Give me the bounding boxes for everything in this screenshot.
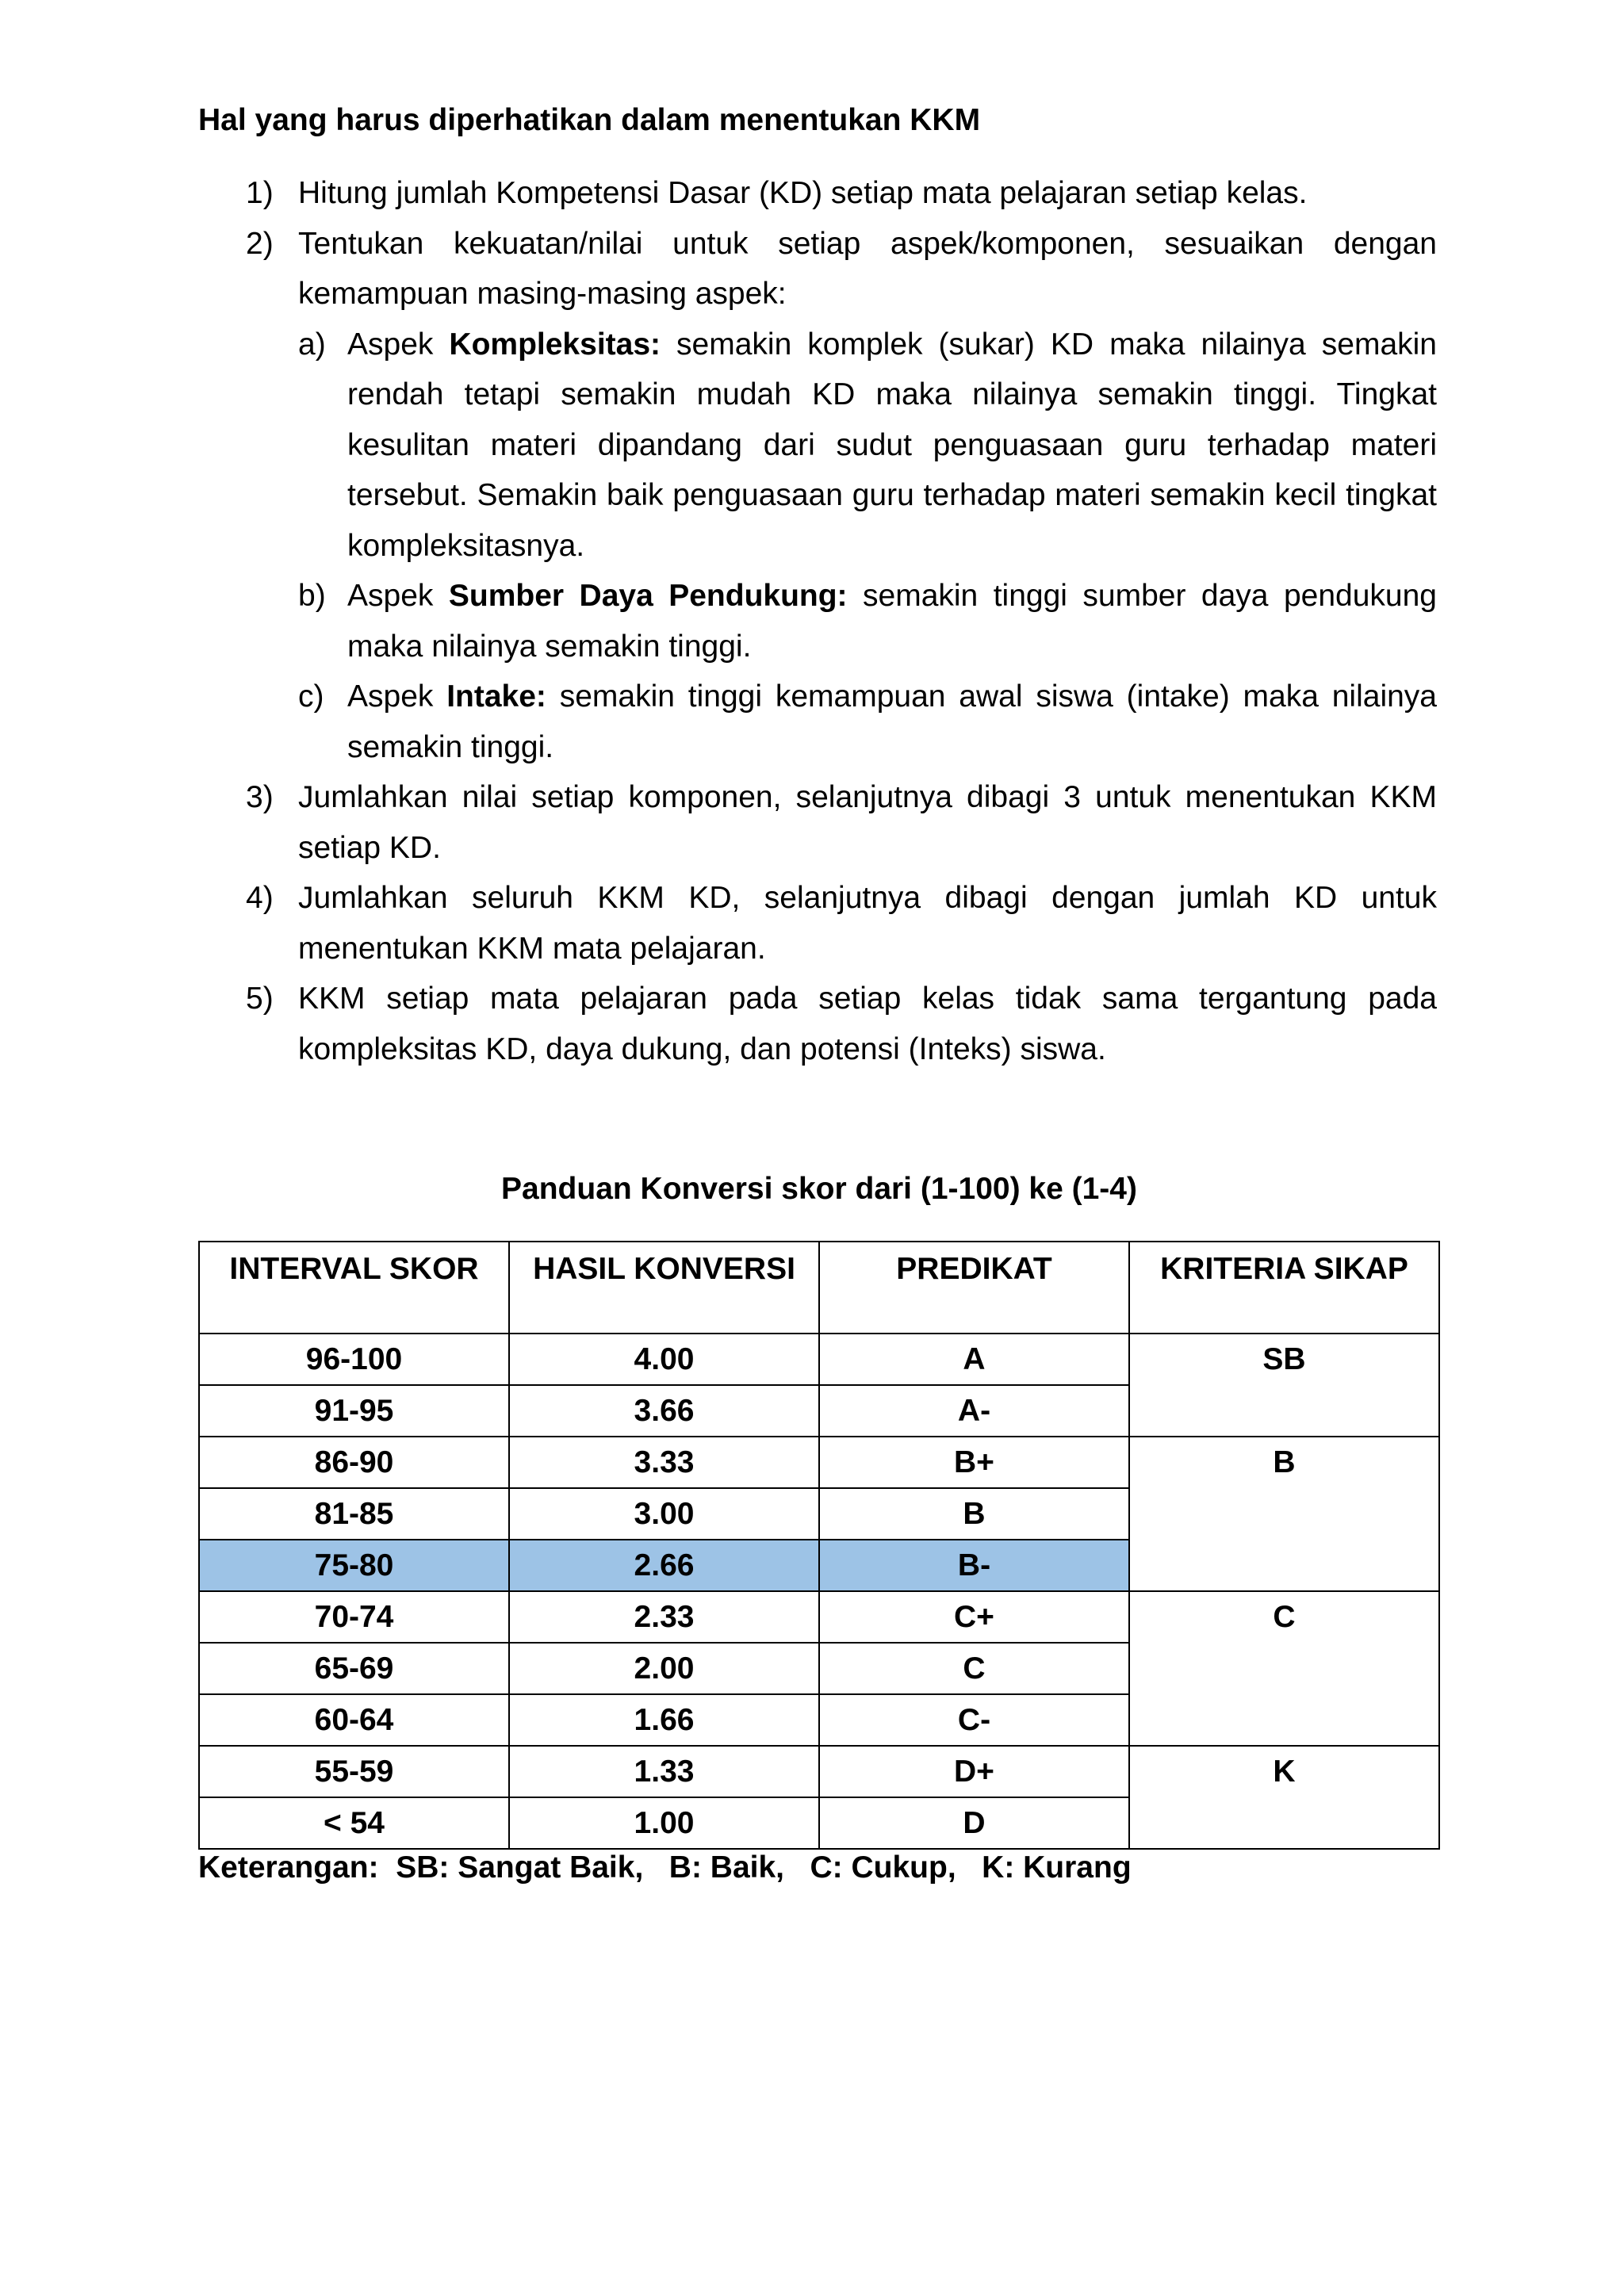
sub-item-letter: c) (298, 679, 324, 714)
konversi-cell: 2.00 (509, 1643, 819, 1694)
step-item (198, 873, 1437, 974)
table-row (199, 1334, 1439, 1385)
sub-item-text: semakin tinggi kemampuan awal siswa (intake) maka nilainya semakin tinggi. (347, 679, 1437, 764)
header-hasil-konversi: HASIL KONVERSI (509, 1242, 819, 1334)
interval-cell: 96-100 (199, 1334, 509, 1385)
sub-item-prefix: Aspek (347, 327, 450, 362)
predikat-cell: A (819, 1334, 1129, 1385)
interval-cell: 75-80 (199, 1540, 509, 1591)
steps-list (198, 168, 1437, 1074)
konversi-cell: 1.33 (509, 1746, 819, 1797)
sub-item-term: Kompleksitas: (449, 327, 661, 362)
table-row (199, 1591, 1439, 1643)
table-legend-note: Keterangan: SB: Sangat Baik, B: Baik, C: Cukup, K: Kurang (198, 1850, 1132, 1885)
interval-cell: 86-90 (199, 1437, 509, 1488)
sub-item-text: semakin tinggi sumber daya pendukung maka nilainya semakin tinggi. (347, 579, 1437, 664)
konversi-cell: 3.33 (509, 1437, 819, 1488)
sub-item (198, 571, 1437, 672)
interval-cell: 55-59 (199, 1746, 509, 1797)
predikat-cell: C- (819, 1694, 1129, 1746)
kriteria-cell: K (1129, 1746, 1439, 1849)
interval-cell: 60-64 (199, 1694, 509, 1746)
table-title: Panduan Konversi skor dari (1-100) ke (1-4) (501, 1172, 1137, 1206)
table-header-row (199, 1242, 1439, 1334)
konversi-cell: 2.33 (509, 1591, 819, 1643)
konversi-cell: 1.00 (509, 1797, 819, 1849)
sub-item-letter: b) (298, 579, 326, 613)
table-row (199, 1746, 1439, 1797)
step-number: 4) (246, 881, 274, 915)
step-item (198, 974, 1437, 1074)
header-interval-skor: INTERVAL SKOR (199, 1242, 509, 1334)
table-row (199, 1437, 1439, 1488)
conversion-table (198, 1241, 1440, 1850)
predikat-cell: C (819, 1643, 1129, 1694)
step-item (198, 772, 1437, 873)
step-text: Hitung jumlah Kompetensi Dasar (KD) setiap mata pelajaran setiap kelas. (298, 176, 1308, 210)
konversi-cell: 4.00 (509, 1334, 819, 1385)
predikat-cell: D (819, 1797, 1129, 1849)
predikat-cell: B+ (819, 1437, 1129, 1488)
header-predikat: PREDIKAT (819, 1242, 1129, 1334)
interval-cell: 70-74 (199, 1591, 509, 1643)
step-number: 5) (246, 982, 274, 1016)
predikat-cell: C+ (819, 1591, 1129, 1643)
step-text: Jumlahkan seluruh KKM KD, selanjutnya dibagi dengan jumlah KD untuk menentukan KKM mata pelajaran. (298, 881, 1437, 966)
sub-item-letter: a) (298, 327, 326, 362)
interval-cell: 65-69 (199, 1643, 509, 1694)
step-text: Tentukan kekuatan/nilai untuk setiap aspek/komponen, sesuaikan dengan kemampuan masing-masing aspek: (298, 226, 1437, 311)
kriteria-cell: SB (1129, 1334, 1439, 1437)
konversi-cell: 3.66 (509, 1385, 819, 1437)
predikat-cell: B (819, 1488, 1129, 1540)
step-number: 3) (246, 780, 274, 814)
sub-item-prefix: Aspek (347, 579, 449, 613)
predikat-cell: B- (819, 1540, 1129, 1591)
sub-item-text: semakin komplek (sukar) KD maka nilainya semakin rendah tetapi semakin mudah KD maka nilainya semakin tinggi. Tingkat kesulitan materi dipandang dari sudut penguasaan guru terhadap materi tersebut. Semakin baik penguasaan guru terhadap materi semakin kecil tingkat kompleksitasnya. (347, 327, 1437, 563)
sub-item-term: Intake: (446, 679, 546, 714)
step-number: 1) (246, 176, 274, 210)
kriteria-cell: B (1129, 1437, 1439, 1591)
konversi-cell: 3.00 (509, 1488, 819, 1540)
predikat-cell: D+ (819, 1746, 1129, 1797)
interval-cell: 91-95 (199, 1385, 509, 1437)
interval-cell: < 54 (199, 1797, 509, 1849)
step-text: KKM setiap mata pelajaran pada setiap kelas tidak sama tergantung pada kompleksitas KD, daya dukung, dan potensi (Inteks) siswa. (298, 982, 1437, 1066)
kriteria-cell: C (1129, 1591, 1439, 1746)
sub-item-prefix: Aspek (347, 679, 447, 714)
sub-item-term: Sumber Daya Pendukung: (448, 579, 848, 613)
step-text: Jumlahkan nilai setiap komponen, selanjutnya dibagi 3 untuk menentukan KKM setiap KD. (298, 780, 1437, 865)
predikat-cell: A- (819, 1385, 1129, 1437)
step-item (198, 168, 1437, 219)
interval-cell: 81-85 (199, 1488, 509, 1540)
step-number: 2) (246, 226, 274, 261)
sub-item (198, 320, 1437, 572)
sub-item (198, 672, 1437, 772)
header-kriteria-sikap: KRITERIA SIKAP (1129, 1242, 1439, 1334)
document-heading: Hal yang harus diperhatikan dalam menentukan KKM (198, 103, 981, 137)
konversi-cell: 2.66 (509, 1540, 819, 1591)
konversi-cell: 1.66 (509, 1694, 819, 1746)
step-item (198, 219, 1437, 320)
